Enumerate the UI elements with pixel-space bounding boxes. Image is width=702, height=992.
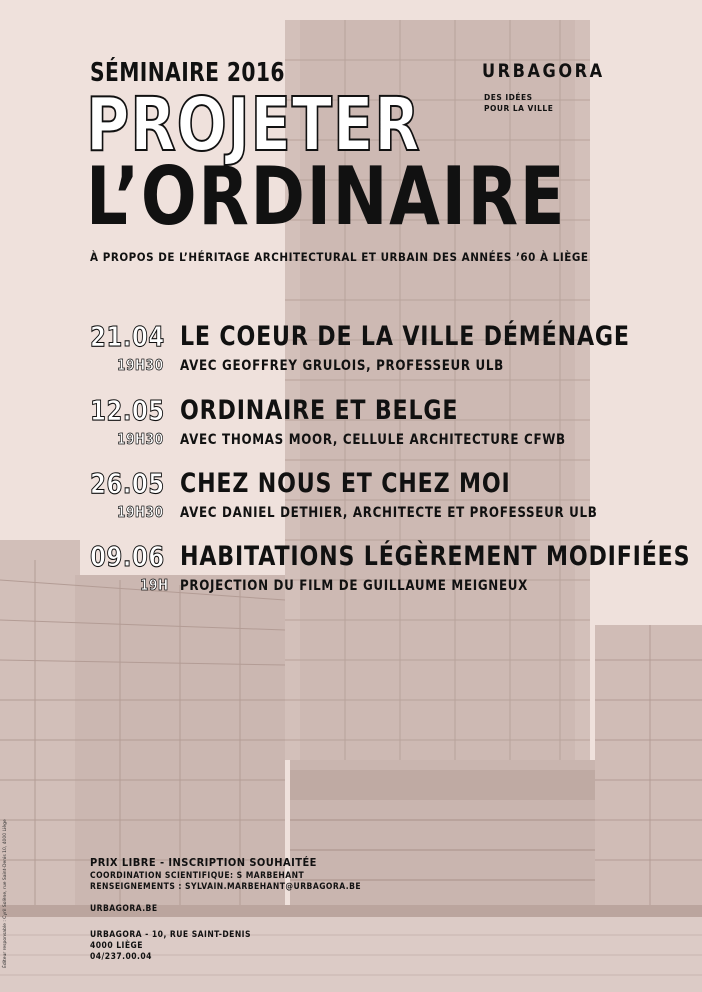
address-line-1: URBAGORA - 10, RUE SAINT-DENIS	[90, 930, 251, 940]
event-speaker: AVEC GEOFFREY GRULOIS, PROFESSEUR ULB	[180, 358, 504, 374]
event-date: 09.06	[90, 540, 165, 573]
phone: 04/237.00.04	[90, 952, 152, 962]
event-speaker: AVEC THOMAS MOOR, CELLULE ARCHITECTURE CFWB	[180, 432, 566, 448]
title-line-2: L’ORDINAIRE	[86, 150, 567, 243]
price-info: PRIX LIBRE - INSCRIPTION SOUHAITÉE	[90, 856, 317, 869]
contact-info: RENSEIGNEMENTS : SYLVAIN.MARBEHANT@URBAGORA.BE	[90, 882, 362, 892]
event-time: 19H30	[117, 356, 164, 374]
brand-logo: URBAGORA	[482, 60, 605, 82]
brand-tagline-line1: DES IDÉES	[484, 93, 533, 102]
website: URBAGORA.BE	[90, 904, 158, 914]
address-line-2: 4000 LIÈGE	[90, 941, 143, 951]
event-time: 19H30	[117, 503, 164, 521]
event-speaker: PROJECTION DU FILM DE GUILLAUME MEIGNEUX	[180, 578, 528, 594]
event-date: 12.05	[90, 394, 165, 427]
event-title: CHEZ NOUS ET CHEZ MOI	[180, 468, 511, 499]
brand-tagline-line2: POUR LA VILLE	[484, 104, 554, 113]
publisher-credit: Éditeur responsable : Cyril Solène, rue Saint-Denis 10, 4000 Liège	[3, 819, 8, 968]
title-line-1: PROJETER	[86, 82, 421, 168]
event-date: 21.04	[90, 320, 165, 353]
event-title: LE COEUR DE LA VILLE DÉMÉNAGE	[180, 321, 630, 352]
event-time: 19H30	[117, 430, 164, 448]
event-title: HABITATIONS LÉGÈREMENT MODIFIÉES	[180, 541, 691, 572]
event-speaker: AVEC DANIEL DETHIER, ARCHITECTE ET PROFESSEUR ULB	[180, 505, 598, 521]
coordination-info: COORDINATION SCIENTIFIQUE: S MARBEHANT	[90, 871, 305, 881]
event-title: ORDINAIRE ET BELGE	[180, 395, 459, 426]
subtitle: À PROPOS DE L’HÉRITAGE ARCHITECTURAL ET URBAIN DES ANNÉES ’60 À LIÈGE	[90, 250, 589, 264]
event-time: 19H	[140, 576, 169, 594]
event-date: 26.05	[90, 467, 165, 500]
seminar-label: SÉMINAIRE 2016	[90, 58, 285, 88]
